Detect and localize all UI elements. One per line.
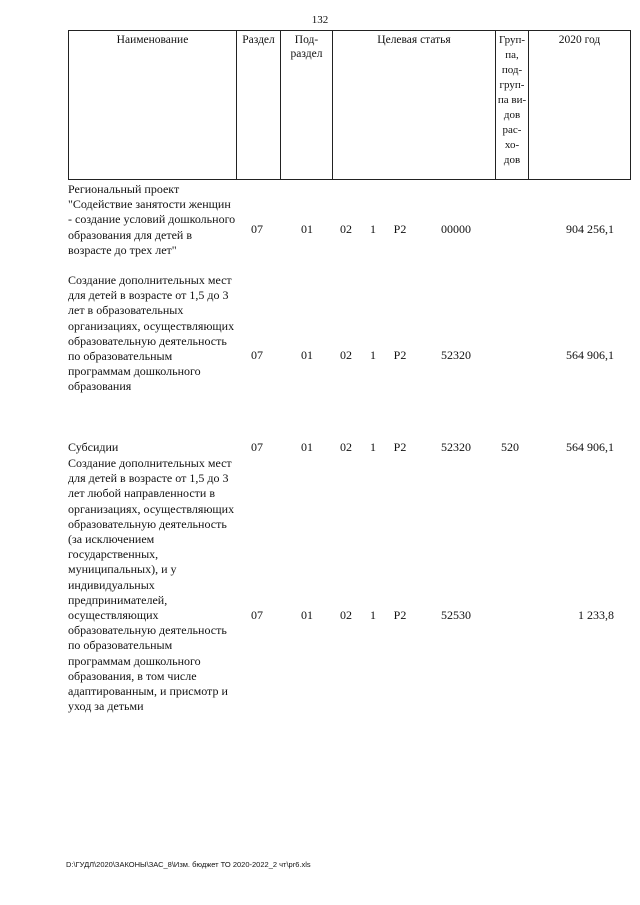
- row-name: Региональный проект "Содействие занятости женщин - создание условий дошкольного образования для детей в возрасте до трех лет": [68, 182, 236, 257]
- row-name: Создание дополнительных мест для детей в возрасте от 1,5 до 3 лет в образовательных организациях, осуществляющих образовательную деятельность по образовательным программам дошкольного образования: [68, 273, 235, 394]
- row-target-3: P2: [393, 222, 407, 236]
- row-amount: 564 906,1: [566, 348, 614, 362]
- row-section: 07: [251, 348, 263, 362]
- row-target-2: 1: [370, 222, 376, 236]
- row-subsection: 01: [301, 222, 313, 236]
- header-section: Раздел: [237, 31, 281, 179]
- header-name: Наименование: [69, 31, 237, 179]
- table-header: [68, 30, 631, 180]
- row-target-4: 52320: [441, 440, 471, 454]
- row-target-1: 02: [340, 222, 352, 236]
- row-target-4: 00000: [441, 222, 471, 236]
- row-subsection: 01: [301, 348, 313, 362]
- row-group: 520: [501, 440, 519, 454]
- row-section: 07: [251, 608, 263, 622]
- row-section: 07: [251, 440, 263, 454]
- row-amount: 904 256,1: [566, 222, 614, 236]
- file-path-footer: D:\ГУДЛ\2020\ЗАКОНЫ\ЗАС_8\Изм. бюджет ТО 2020-2022_2 чт\pr6.xls: [66, 860, 311, 869]
- row-target-2: 1: [370, 608, 376, 622]
- row-amount: 1 233,8: [578, 608, 614, 622]
- row-subsection: 01: [301, 440, 313, 454]
- row-target-3: P2: [393, 608, 407, 622]
- header-expense-group: Груп- па, под- груп- па ви- дов рас- хо- дов: [496, 31, 529, 179]
- row-target-2: 1: [370, 348, 376, 362]
- row-target-3: P2: [393, 348, 407, 362]
- row-subsection: 01: [301, 608, 313, 622]
- row-section: 07: [251, 222, 263, 236]
- row-name: Субсидии: [68, 440, 119, 454]
- header-year-2020: 2020 год: [558, 34, 601, 46]
- row-name: Создание дополнительных мест для детей в возрасте от 1,5 до 3 лет любой направленности в организациях, осуществляющих образовательную деятельность (за исключением государственных, муниципальных), и у индивидуальных предпринимателей, осуществляющих образовательную деятельность по образовательным программам дошкольного образования, в том числе адаптированным, и присмотр и уход за детьми: [68, 456, 235, 714]
- row-target-4: 52530: [441, 608, 471, 622]
- row-amount: 564 906,1: [566, 440, 614, 454]
- row-target-3: P2: [393, 440, 407, 454]
- header-target-article: Целевая статья: [333, 31, 496, 179]
- row-target-2: 1: [370, 440, 376, 454]
- page-number: 132: [311, 14, 329, 26]
- header-subsection: Под- раздел: [281, 31, 333, 179]
- row-target-1: 02: [340, 348, 352, 362]
- row-target-1: 02: [340, 608, 352, 622]
- row-target-4: 52320: [441, 348, 471, 362]
- row-target-1: 02: [340, 440, 352, 454]
